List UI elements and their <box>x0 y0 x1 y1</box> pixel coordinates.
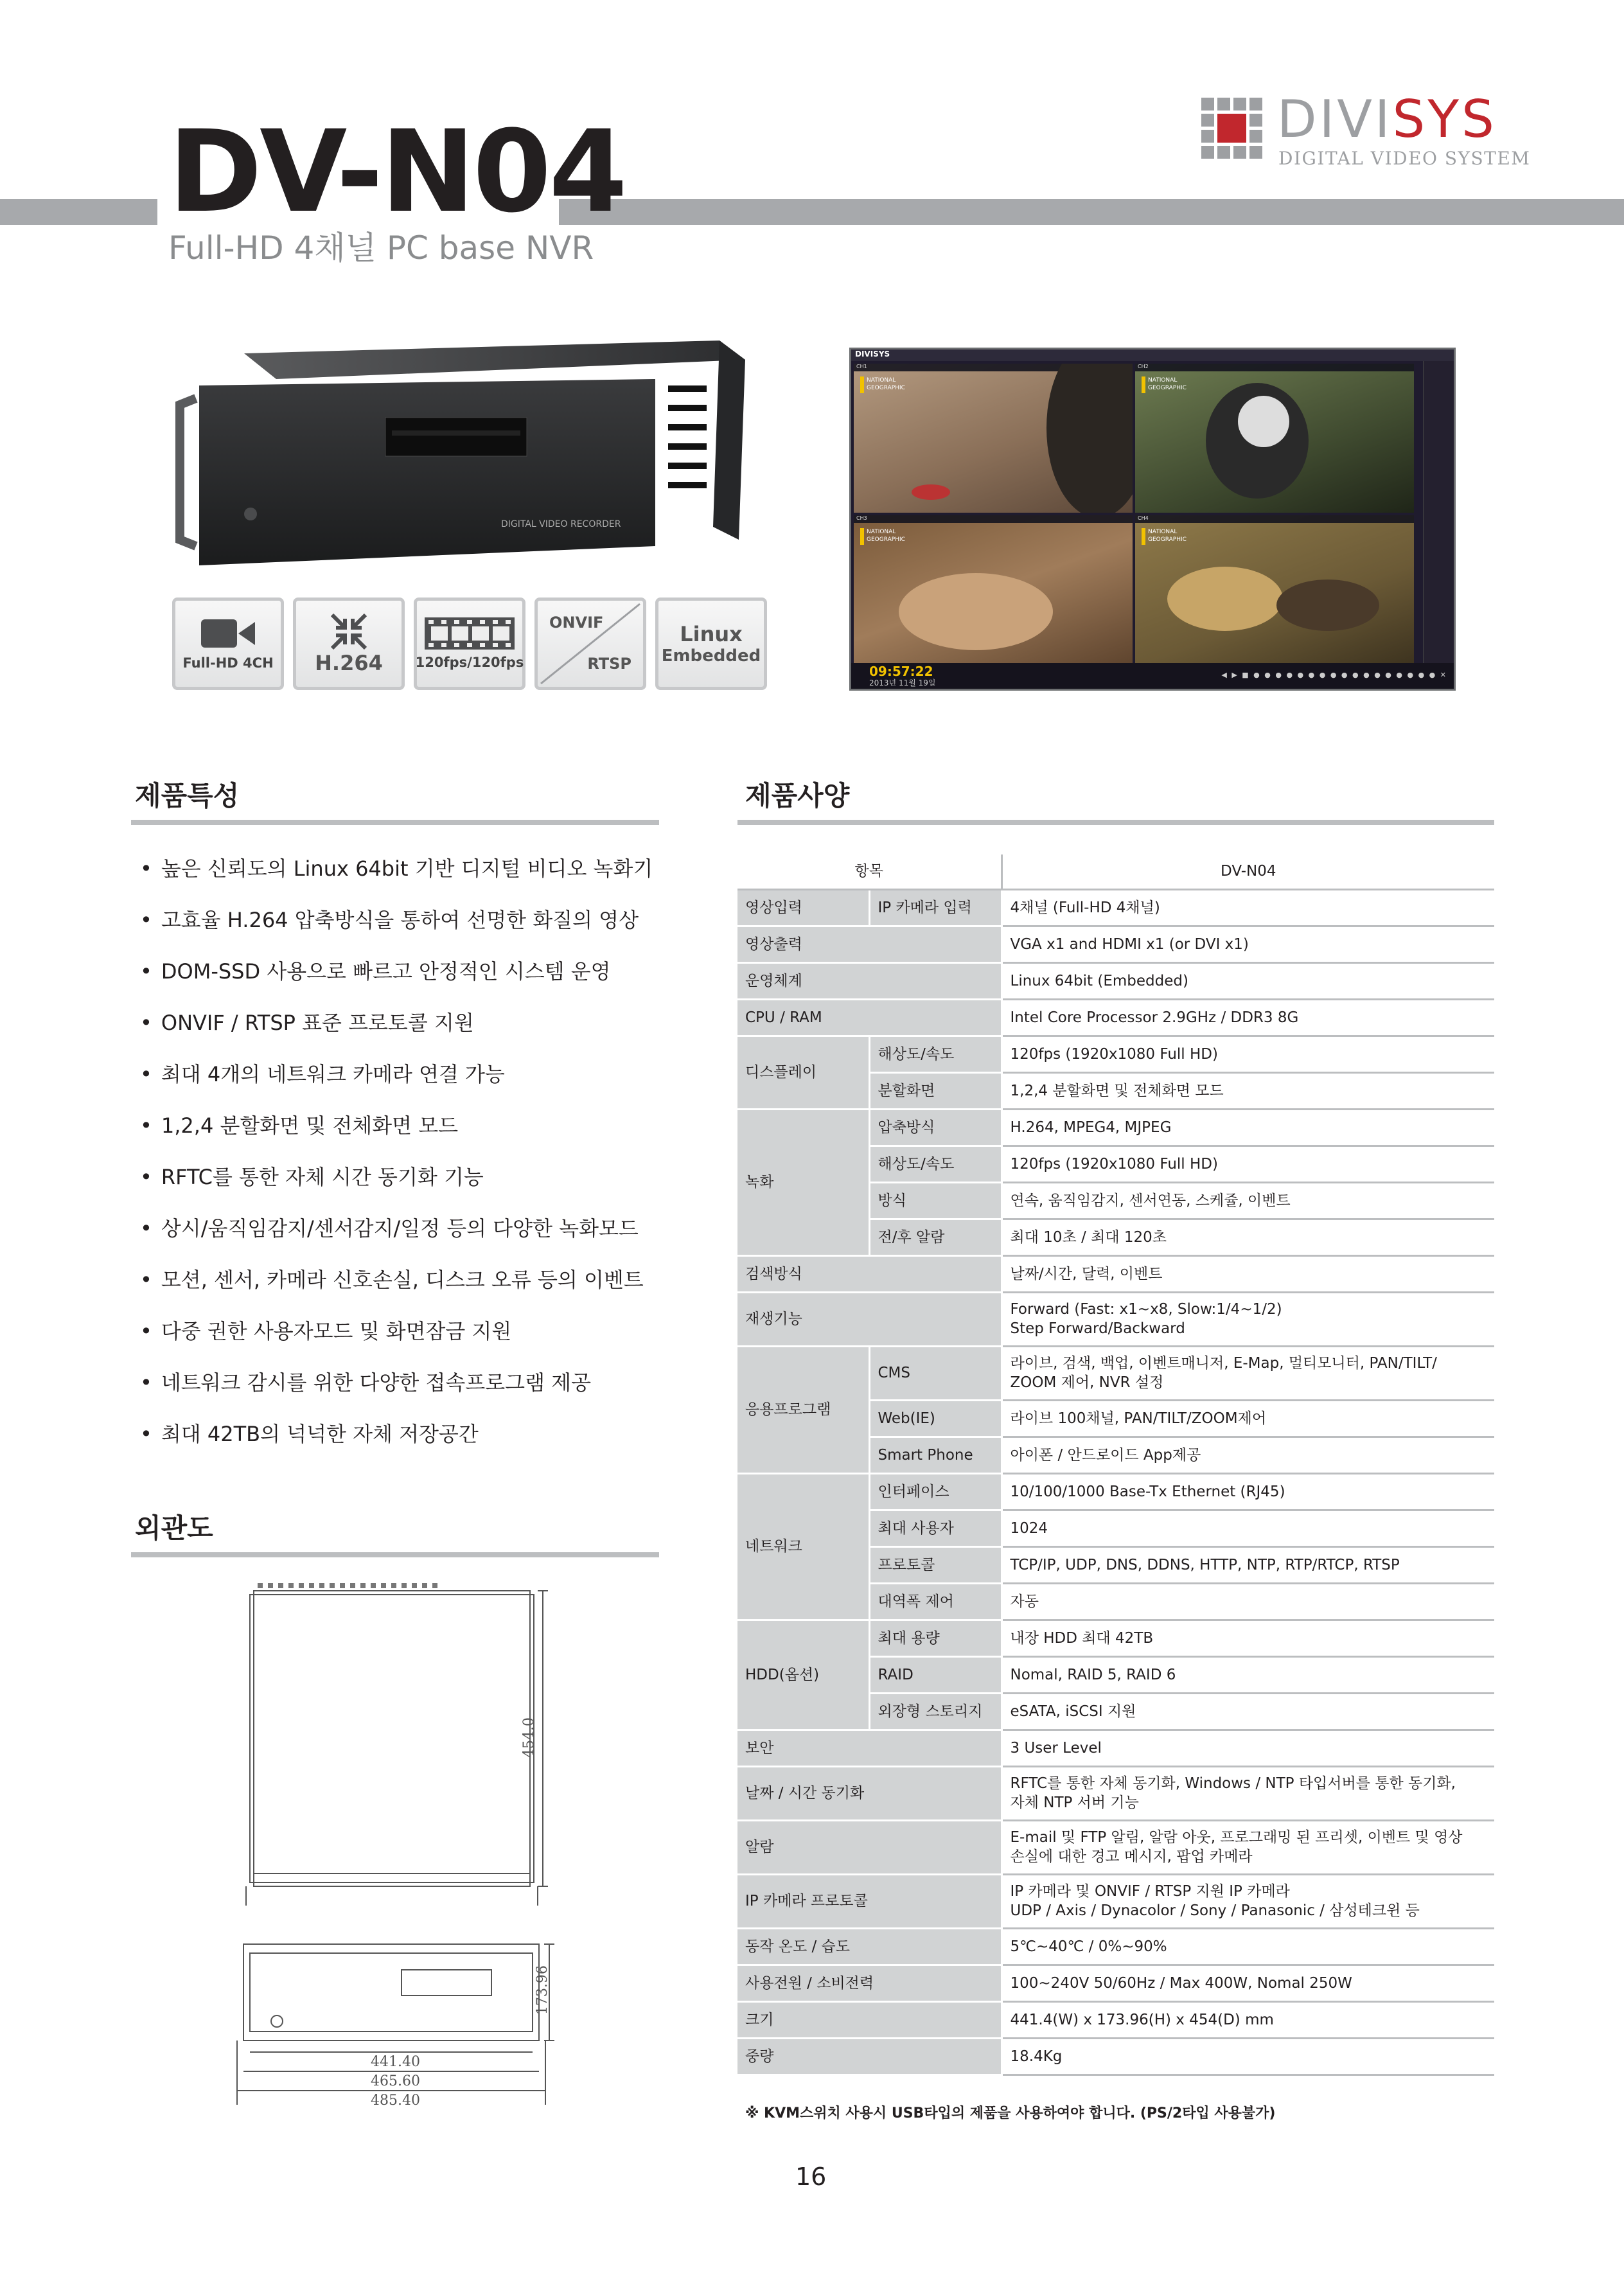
spec-value-line: E-mail 및 FTP 알림, 알람 아웃, 프로그래밍 된 프리셋, 이벤트 및 영상 <box>1010 1829 1463 1846</box>
compress-arrows-icon <box>330 612 368 651</box>
nvr-label: DIGITAL VIDEO RECORDER <box>501 519 621 529</box>
header-bar-right <box>559 199 1624 225</box>
spec-header-item: 항목 <box>737 854 1002 889</box>
spec-row <box>737 926 1494 962</box>
spec-key: 알람 <box>737 1820 1002 1874</box>
screenshot-controls: ◀ ▶ ■ ● ● ● ● ● ● ● ● ● ● ● ● ● ● ● ● ● ✕ <box>1221 671 1447 679</box>
badge-fps-label: 120fps/120fps <box>415 655 524 670</box>
badge-fullhd <box>172 598 284 690</box>
ng-logo-icon: NATIONAL GEOGRAPHIC <box>1142 376 1193 393</box>
spec-table <box>737 854 1494 2076</box>
badge-onvif-rtsp <box>534 598 646 690</box>
spec-key: IP 카메라 프로토콜 <box>737 1874 1002 1928</box>
spec-row <box>737 1766 1494 1820</box>
spec-subkey: CMS <box>869 1346 1002 1400</box>
spec-row <box>737 999 1494 1036</box>
dim-width-1: 441.40 <box>371 2054 420 2070</box>
screenshot-statusbar <box>851 663 1454 689</box>
feature-item: • 1,2,4 분할화면 및 전체화면 모드 <box>140 1108 653 1159</box>
spec-subkey: 최대 용량 <box>869 1620 1002 1656</box>
spec-value: H.264, MPEG4, MJPEG <box>1002 1109 1494 1146</box>
screenshot-app-name: DIVISYS <box>855 350 890 359</box>
spec-value: Nomal, RAID 5, RAID 6 <box>1002 1656 1494 1693</box>
feature-item: • 최대 42TB의 넉넉한 자체 저장공간 <box>140 1416 653 1467</box>
spec-row <box>737 2038 1494 2075</box>
spec-value: eSATA, iSCSI 지원 <box>1002 1693 1494 1730</box>
page-number: 16 <box>795 2163 827 2191</box>
dim-depth: 454.0 <box>521 1717 537 1758</box>
screenshot-clock: 09:57:22 <box>869 664 933 679</box>
spec-key: 응용프로그램 <box>737 1346 869 1473</box>
spec-subkey: 인터페이스 <box>869 1473 1002 1510</box>
spec-key: HDD(옵션) <box>737 1620 869 1730</box>
spec-value <box>1002 1874 1494 1928</box>
spec-row <box>737 1346 1494 1400</box>
feature-badges <box>172 598 767 690</box>
spec-row <box>737 889 1494 926</box>
spec-value-line: 자체 NTP 서버 기능 <box>1010 1794 1139 1811</box>
camera-tile-1 <box>854 364 1133 513</box>
spec-value: 3 User Level <box>1002 1730 1494 1766</box>
spec-row <box>737 1109 1494 1146</box>
tile-bar: CH2 <box>1135 364 1414 371</box>
spec-value: 연속, 움직임감지, 센서연동, 스케쥴, 이벤트 <box>1002 1182 1494 1219</box>
spec-rule <box>737 820 1494 825</box>
spec-value-line: 손실에 대한 경고 메시지, 팝업 카메라 <box>1010 1848 1253 1865</box>
spec-value-line: UDP / Axis / Dynacolor / Sony / Panasonic / 삼성테크윈 등 <box>1010 1902 1420 1919</box>
spec-row <box>737 1820 1494 1874</box>
feature-item: • DOM-SSD 사용으로 빠르고 안정적인 시스템 운영 <box>140 953 653 1005</box>
model-subtitle: Full-HD 4채널 PC base NVR <box>168 229 594 267</box>
badge-h264-label: H.264 <box>315 651 383 675</box>
spec-subkey: Web(IE) <box>869 1400 1002 1437</box>
feature-item: • 모션, 센서, 카메라 신호손실, 디스크 오류 등의 이벤트 <box>140 1262 653 1313</box>
spec-value-line: RFTC를 통한 자체 동기화, Windows / NTP 타입서버를 통한 동기화, <box>1010 1775 1456 1792</box>
spec-subkey: 압축방식 <box>869 1109 1002 1146</box>
software-screenshot <box>849 348 1456 691</box>
screenshot-titlebar <box>851 350 1454 361</box>
spec-value: 최대 10초 / 최대 120초 <box>1002 1219 1494 1255</box>
features-heading: 제품특성 <box>135 780 240 811</box>
spec-row <box>737 1473 1494 1510</box>
spec-subkey: RAID <box>869 1656 1002 1693</box>
tile-scene <box>854 515 1133 664</box>
spec-value: 10/100/1000 Base-Tx Ethernet (RJ45) <box>1002 1473 1494 1510</box>
spec-value <box>1002 1292 1494 1346</box>
feature-item: • ONVIF / RTSP 표준 프로토콜 지원 <box>140 1005 653 1056</box>
spec-value: 1024 <box>1002 1510 1494 1546</box>
spec-subkey: 해상도/속도 <box>869 1146 1002 1182</box>
kvm-note: ※ KVM스위치 사용시 USB타입의 제품을 사용하여야 합니다. (PS/2타입 사용불가) <box>745 2105 1276 2121</box>
spec-key: 중량 <box>737 2038 1002 2075</box>
spec-key: 사용전원 / 소비전력 <box>737 1965 1002 2001</box>
spec-value: 4채널 (Full-HD 4채널) <box>1002 889 1494 926</box>
spec-value: 1,2,4 분할화면 및 전체화면 모드 <box>1002 1072 1494 1109</box>
spec-value: 120fps (1920x1080 Full HD) <box>1002 1036 1494 1072</box>
logo-grid-icon <box>1201 98 1263 164</box>
spec-row <box>737 962 1494 999</box>
feature-item: • 다중 권한 사용자모드 및 화면잠금 지원 <box>140 1313 653 1365</box>
badge-linux <box>655 598 767 690</box>
spec-key: 크기 <box>737 2001 1002 2038</box>
spec-subkey: 전/후 알람 <box>869 1219 1002 1255</box>
tile-bar: CH1 <box>854 364 1133 371</box>
spec-value <box>1002 1766 1494 1820</box>
badge-onvif-label: ONVIF <box>549 614 604 632</box>
spec-subkey: 외장형 스토리지 <box>869 1693 1002 1730</box>
spec-subkey: 분할화면 <box>869 1072 1002 1109</box>
spec-value-line: Forward (Fast: x1~x8, Slow:1/4~1/2) <box>1010 1301 1282 1318</box>
nvr-product-image <box>167 334 745 578</box>
feature-item: • 최대 4개의 네트워크 카메라 연결 가능 <box>140 1056 653 1108</box>
spec-value: Linux 64bit (Embedded) <box>1002 962 1494 999</box>
camera-tile-2 <box>1135 364 1414 513</box>
spec-value: 5℃~40℃ / 0%~90% <box>1002 1928 1494 1965</box>
spec-value-line: IP 카메라 및 ONVIF / RTSP 지원 IP 카메라 <box>1010 1883 1290 1900</box>
feature-item: • 고효율 H.264 압축방식을 통하여 선명한 화질의 영상 <box>140 902 653 953</box>
feature-item: • 네트워크 감시를 위한 다양한 접속프로그램 제공 <box>140 1365 653 1416</box>
spec-value: 18.4Kg <box>1002 2038 1494 2075</box>
spec-row <box>737 1928 1494 1965</box>
spec-value: 라이브 100채널, PAN/TILT/ZOOM제어 <box>1002 1400 1494 1437</box>
ng-logo-icon: NATIONAL GEOGRAPHIC <box>860 376 912 393</box>
spec-subkey: IP 카메라 입력 <box>869 889 1002 926</box>
brand-tagline: DIGITAL VIDEO SYSTEM <box>1278 148 1531 169</box>
spec-value-line: 라이브, 검색, 백업, 이벤트매니저, E-Map, 멀티모니터, PAN/TILT/ <box>1010 1355 1437 1372</box>
dim-width-3: 485.40 <box>371 2093 420 2109</box>
spec-subkey: Smart Phone <box>869 1437 1002 1473</box>
spec-value: 날짜/시간, 달력, 이벤트 <box>1002 1255 1494 1292</box>
dim-width-2: 465.60 <box>371 2073 420 2089</box>
spec-value: 120fps (1920x1080 Full HD) <box>1002 1146 1494 1182</box>
spec-row <box>737 1255 1494 1292</box>
spec-row <box>737 1874 1494 1928</box>
spec-row <box>737 2001 1494 2038</box>
spec-value <box>1002 1820 1494 1874</box>
spec-value: 자동 <box>1002 1583 1494 1620</box>
exterior-heading: 외관도 <box>135 1512 213 1544</box>
spec-subkey: 최대 사용자 <box>869 1510 1002 1546</box>
feature-item: • 높은 신뢰도의 Linux 64bit 기반 디지털 비디오 녹화기 <box>140 851 653 902</box>
spec-key: 재생기능 <box>737 1292 1002 1346</box>
spec-value: TCP/IP, UDP, DNS, DDNS, HTTP, NTP, RTP/RTCP, RTSP <box>1002 1546 1494 1583</box>
spec-value: 100~240V 50/60Hz / Max 400W, Nomal 250W <box>1002 1965 1494 2001</box>
feature-item: • RFTC를 통한 자체 시간 동기화 기능 <box>140 1159 653 1210</box>
brand-logo <box>1201 89 1531 169</box>
spec-heading: 제품사양 <box>745 780 850 811</box>
features-list <box>140 851 653 1467</box>
screenshot-sidebar <box>1423 361 1454 667</box>
tile-bar: CH3 <box>854 515 1133 523</box>
film-strip-icon <box>425 617 515 650</box>
ng-logo-icon: NATIONAL GEOGRAPHIC <box>860 528 912 545</box>
spec-row <box>737 1292 1494 1346</box>
badge-fullhd-label: Full-HD 4CH <box>182 655 274 671</box>
spec-subkey: 프로토콜 <box>869 1546 1002 1583</box>
spec-header-row <box>737 854 1494 889</box>
tile-scene <box>854 364 1133 513</box>
spec-key: 디스플레이 <box>737 1036 869 1109</box>
model-title: DV-N04 <box>168 106 625 238</box>
tile-scene <box>1135 515 1414 664</box>
spec-key: 동작 온도 / 습도 <box>737 1928 1002 1965</box>
screenshot-date: 2013년 11월 19일 <box>869 678 936 687</box>
badge-h264 <box>293 598 405 690</box>
spec-key: 검색방식 <box>737 1255 1002 1292</box>
divider-line <box>534 598 646 690</box>
camera-tile-3 <box>854 515 1133 664</box>
header-bar-left <box>0 199 157 225</box>
features-rule <box>131 820 659 825</box>
spec-key: 날짜 / 시간 동기화 <box>737 1766 1002 1820</box>
spec-key: 보안 <box>737 1730 1002 1766</box>
spec-key: 운영체계 <box>737 962 1002 999</box>
video-camera-icon <box>201 617 255 650</box>
spec-row <box>737 1620 1494 1656</box>
badge-linux-label: Linux <box>680 622 743 646</box>
spec-value: VGA x1 and HDMI x1 (or DVI x1) <box>1002 926 1494 962</box>
spec-row <box>737 1965 1494 2001</box>
feature-item: • 상시/움직임감지/센서감지/일정 등의 다양한 녹화모드 <box>140 1210 653 1262</box>
dim-height: 173.96 <box>534 1965 551 2015</box>
spec-row <box>737 1036 1494 1072</box>
spec-subkey: 방식 <box>869 1182 1002 1219</box>
spec-row <box>737 1730 1494 1766</box>
spec-key: CPU / RAM <box>737 999 1002 1036</box>
exterior-drawing <box>234 1571 569 2111</box>
spec-value <box>1002 1346 1494 1400</box>
spec-key: 네트워크 <box>737 1473 869 1620</box>
spec-value-line: ZOOM 제어, NVR 설정 <box>1010 1374 1164 1391</box>
spec-value: Intel Core Processor 2.9GHz / DDR3 8G <box>1002 999 1494 1036</box>
spec-key: 영상입력 <box>737 889 869 926</box>
spec-value: 아이폰 / 안드로이드 App제공 <box>1002 1437 1494 1473</box>
badge-rtsp-label: RTSP <box>587 655 631 673</box>
badge-embedded-label: Embedded <box>661 646 761 666</box>
spec-value-line: Step Forward/Backward <box>1010 1320 1185 1337</box>
brand-name: DIVISYS <box>1277 89 1497 149</box>
ng-logo-icon: NATIONAL GEOGRAPHIC <box>1142 528 1193 545</box>
spec-value: 441.4(W) x 173.96(H) x 454(D) mm <box>1002 2001 1494 2038</box>
spec-key: 녹화 <box>737 1109 869 1255</box>
tile-scene <box>1135 364 1414 513</box>
badge-fps <box>414 598 525 690</box>
spec-subkey: 대역폭 제어 <box>869 1583 1002 1620</box>
spec-header-model: DV-N04 <box>1002 854 1494 889</box>
spec-value: 내장 HDD 최대 42TB <box>1002 1620 1494 1656</box>
camera-tile-4 <box>1135 515 1414 664</box>
spec-subkey: 해상도/속도 <box>869 1036 1002 1072</box>
exterior-rule <box>131 1552 659 1557</box>
spec-key: 영상출력 <box>737 926 1002 962</box>
tile-bar: CH4 <box>1135 515 1414 523</box>
